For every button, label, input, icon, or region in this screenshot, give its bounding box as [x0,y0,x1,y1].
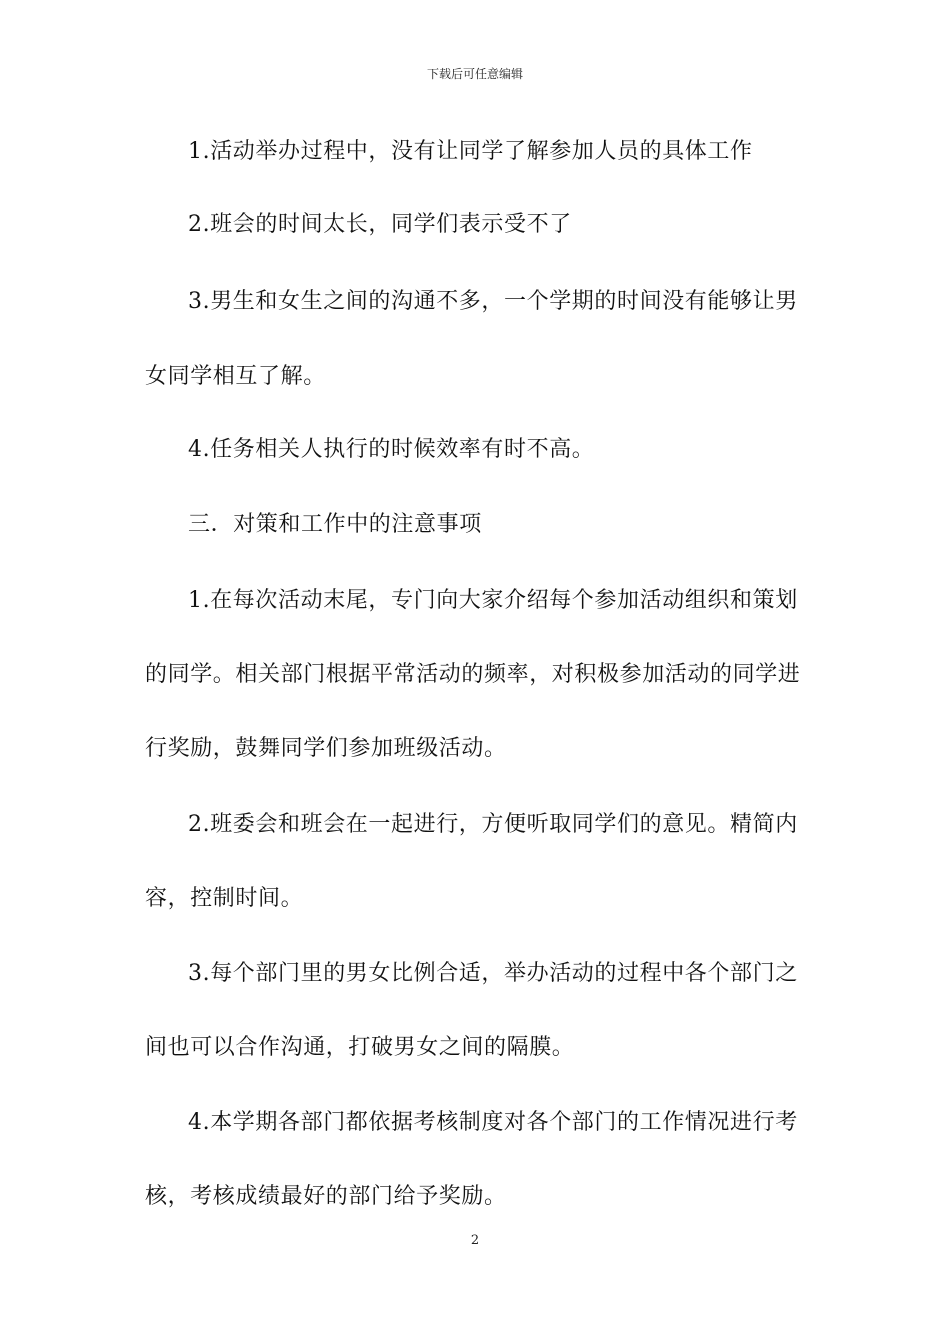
page-number: 2 [470,1233,480,1248]
paragraph-line: 3.男生和女生之间的沟通不多，一个学期的时间没有能够让男 [188,289,798,314]
paragraph-line: 3.每个部门里的男女比例合适，举办活动的过程中各个部门之 [188,961,798,986]
paragraph-line: 2.班会的时间太长，同学们表示受不了 [188,212,572,237]
paragraph-line: 行奖励，鼓舞同学们参加班级活动。 [145,736,507,761]
section-heading: 三．对策和工作中的注意事项 [188,512,482,537]
paragraph-line: 1.活动举办过程中，没有让同学了解参加人员的具体工作 [188,139,753,164]
paragraph-line: 间也可以合作沟通，打破男女之间的隔膜。 [145,1035,575,1060]
paragraph-line: 4.任务相关人执行的时候效率有时不高。 [188,437,595,462]
paragraph-line: 的同学。相关部门根据平常活动的频率，对积极参加活动的同学进 [145,662,801,687]
paragraph-line: 4.本学期各部门都依据考核制度对各个部门的工作情况进行考 [188,1110,798,1135]
paragraph-line: 核，考核成绩最好的部门给予奖励。 [145,1184,507,1209]
paragraph-line: 女同学相互了解。 [145,364,326,389]
paragraph-line: 2.班委会和班会在一起进行，方便听取同学们的意见。精简内 [188,812,798,837]
page-header: 下载后可任意编辑 [426,67,523,81]
paragraph-line: 1.在每次活动末尾，专门向大家介绍每个参加活动组织和策划 [188,588,798,613]
paragraph-line: 容，控制时间。 [145,886,304,911]
